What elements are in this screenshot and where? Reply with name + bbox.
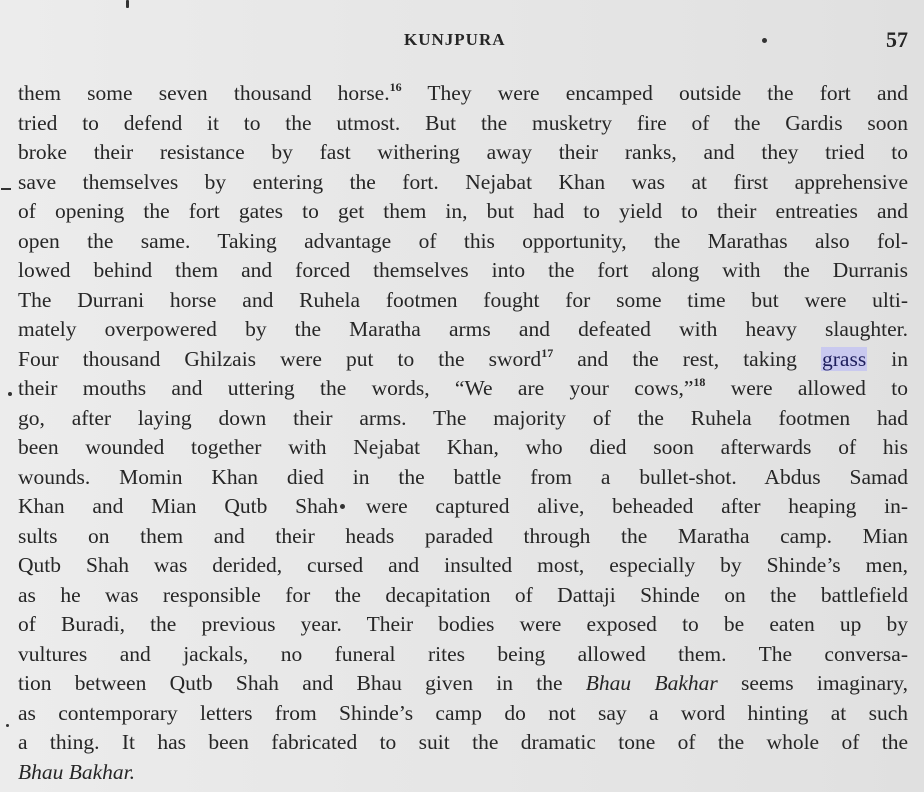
text-span: them some seven thousand horse.	[18, 81, 390, 105]
italic-title: Bhau Bakhar	[585, 671, 718, 695]
text-span: They were encamped outside the fort and	[401, 81, 908, 105]
running-head: KUNJPURA	[404, 30, 506, 49]
text-span: their mouths and uttering the words, “We are your cows,”	[18, 376, 694, 400]
text-line: been wounded together with Nejabat Khan, who died soon afterwards of his	[18, 435, 908, 459]
text-line: as he was responsible for the decapitation of Dattaji Shinde on the battlefield	[18, 582, 908, 607]
print-speck	[762, 38, 767, 43]
page-header	[0, 22, 924, 62]
footnote-ref-16: 16	[389, 80, 402, 94]
text-line: open the same. Taking advantage of this opportunity, the Marathas also fol-	[18, 228, 908, 253]
text-line: sults on them and their heads paraded through the Maratha camp. Mian	[18, 523, 908, 548]
text-line: Bhau Bakhar.	[18, 759, 136, 784]
text-line: vultures and jackals, no funeral rites being allowed them. The conversa-	[18, 641, 908, 666]
text-line: save themselves by entering the fort. Nejabat Khan was at first apprehensive	[18, 169, 908, 194]
print-speck	[8, 392, 12, 396]
page-number: 57	[886, 27, 908, 52]
text-line: wounds. Momin Khan died in the battle from a bullet-shot. Abdus Samad	[18, 464, 908, 489]
body-text	[18, 79, 908, 787]
text-line: go, after laying down their arms. The majority of the Ruhela footmen had	[18, 405, 908, 430]
text-line: of Buradi, the previous year. Their bodies were exposed to be eaten up by	[18, 612, 908, 636]
text-line: broke their resistance by fast withering away their ranks, and they tried to	[18, 140, 908, 164]
text-line: tried to defend it to the utmost. But the musketry fire of the Gardis soon	[18, 110, 908, 135]
text-span: in	[867, 346, 908, 371]
highlighted-word[interactable]: grass	[822, 346, 867, 371]
text-line	[18, 374, 908, 404]
text-span: were allowed to	[705, 376, 908, 400]
print-speck	[6, 724, 9, 727]
footnote-ref-17: 17	[541, 345, 554, 360]
text-line	[18, 79, 908, 109]
text-line: lowed behind them and forced themselves into the fort along with the Durranis	[18, 258, 908, 282]
text-span: seems imaginary,	[717, 671, 908, 695]
text-line: The Durrani horse and Ruhela footmen fought for some time but were ulti-	[18, 287, 908, 312]
text-span: Four thousand Ghilzais were put to the sword	[18, 346, 542, 371]
text-line	[18, 345, 908, 375]
text-span: and the rest, taking	[553, 346, 822, 371]
text-line: a thing. It has been fabricated to suit the dramatic tone of the whole of the	[18, 730, 908, 754]
text-line: of opening the fort gates to get them in, but had to yield to their entreaties and	[18, 199, 908, 223]
text-line	[18, 669, 908, 699]
footnote-ref-18: 18	[693, 375, 706, 389]
text-line: as contemporary letters from Shinde’s camp do not say a word hinting at such	[18, 700, 908, 725]
text-line: Khan and Mian Qutb Shah were captured alive, beheaded after heaping in-	[18, 494, 908, 518]
text-line: Qutb Shah was derided, cursed and insulted most, especially by Shinde’s men,	[18, 553, 908, 577]
text-span: tion between Qutb Shah and Bhau given in the	[18, 671, 586, 695]
margin-mark	[1, 188, 11, 190]
print-speck	[126, 0, 129, 8]
text-line: mately overpowered by the Maratha arms and defeated with heavy slaughter.	[18, 317, 908, 341]
